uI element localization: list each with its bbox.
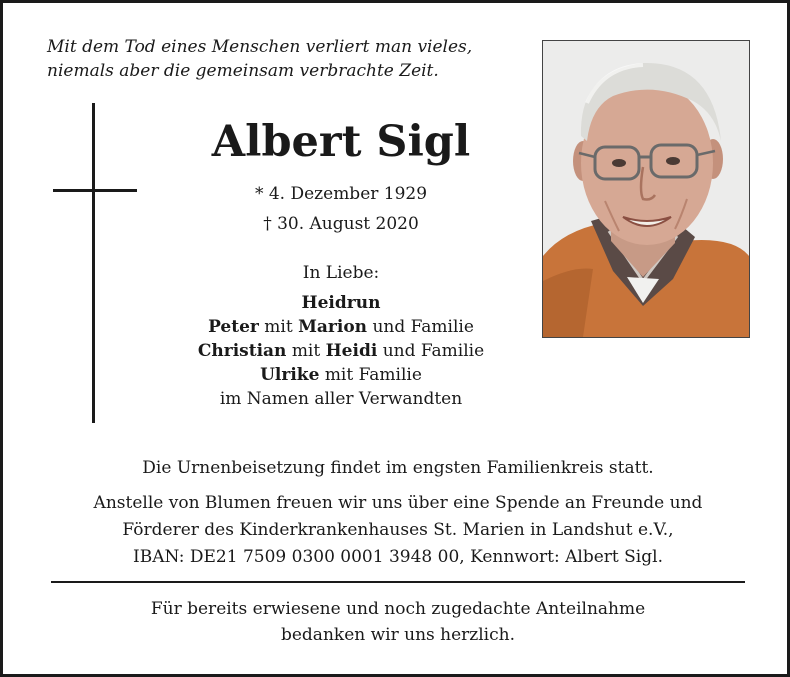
burial-notice: Die Urnenbeisetzung findet im engsten Familienkreis statt. xyxy=(142,458,654,478)
mourners-intro: In Liebe: xyxy=(302,263,380,283)
memorial-quote xyxy=(47,35,527,83)
mourner-line-3 xyxy=(153,339,529,363)
mourner-line-4 xyxy=(153,363,529,387)
mourner-line-1 xyxy=(153,291,529,315)
divider xyxy=(51,581,745,583)
quote-line-2: niemals aber die gemeinsam verbrachte Zeit. xyxy=(47,61,439,81)
donation-line-2: Förderer des Kinderkrankenhauses St. Marien in Landshut e.V., xyxy=(122,520,674,540)
life-dates xyxy=(153,179,529,239)
connector-und-familie: und Familie xyxy=(372,317,474,337)
donation-notice xyxy=(3,490,790,571)
birth-date: * 4. Dezember 1929 xyxy=(254,184,428,204)
portrait-photo xyxy=(542,40,750,338)
connector-und-familie: und Familie xyxy=(382,341,485,361)
mourners-list xyxy=(153,261,529,411)
donation-line-3: IBAN: DE21 7509 0300 0001 3948 00, Kennwort: Albert Sigl. xyxy=(133,547,663,567)
connector-mit-familie: mit Familie xyxy=(324,365,422,385)
mourner-christian: Christian xyxy=(197,341,287,361)
mourner-line-2 xyxy=(153,315,529,339)
mourner-heidi: Heidi xyxy=(325,341,378,361)
thanks-line-1: Für bereits erwiesene und noch zugedachte Anteilnahme xyxy=(150,599,646,619)
connector-mit: mit xyxy=(264,317,293,337)
donation-line-1: Anstelle von Blumen freuen wir uns über eine Spende an Freunde und xyxy=(93,493,703,513)
quote-line-1: Mit dem Tod eines Menschen verliert man vieles, xyxy=(47,37,473,57)
thanks-line-2: bedanken wir uns herzlich. xyxy=(280,625,515,645)
cross-icon-bar xyxy=(53,189,137,192)
deceased-name: Albert Sigl xyxy=(211,117,471,167)
mourner-marion: Marion xyxy=(298,317,368,337)
mourner-relatives: im Namen aller Verwandten xyxy=(219,389,463,409)
thanks-notice xyxy=(3,596,790,648)
death-date: † 30. August 2020 xyxy=(263,214,419,234)
mourner-ulrike: Ulrike xyxy=(260,365,320,385)
connector-mit: mit xyxy=(291,341,321,361)
mourner-peter: Peter xyxy=(208,317,259,337)
mourner-heidrun: Heidrun xyxy=(301,293,381,313)
cross-icon xyxy=(92,103,95,423)
